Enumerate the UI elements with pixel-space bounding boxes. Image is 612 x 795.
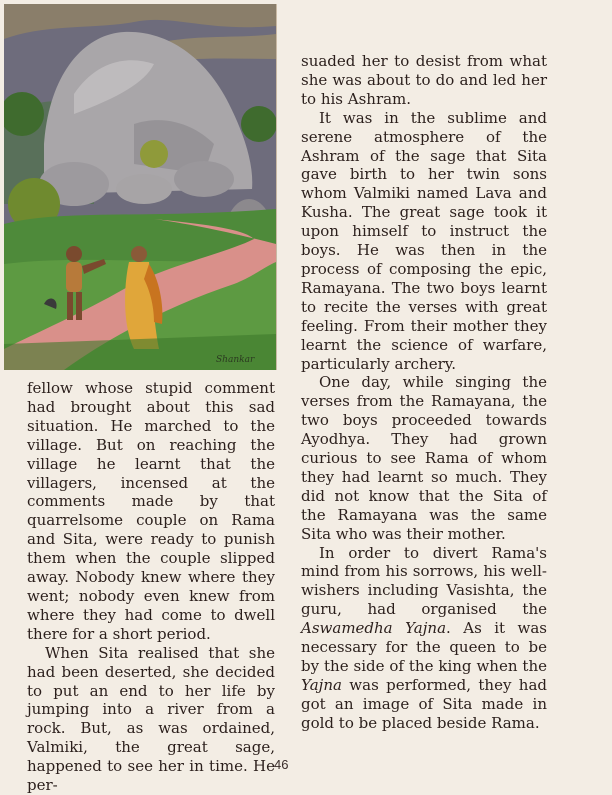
right-paragraph-1: suaded her to desist from what she was about to do and led her to his Ashram.: [301, 52, 547, 108]
right-paragraph-4-part-2: . As it was necessary for the queen to be by the side of the king when the: [301, 619, 547, 675]
page-number: 46: [274, 757, 289, 772]
right-paragraph-4-part-3: was performed, they had got an image of Sita made in gold to be placed beside Rama.: [301, 675, 547, 732]
right-paragraph-3: One day, while singing the verses from the Ramayana, the two boys proceeded towards Ayodhya. They had grown curious to see Rama of whom they had learnt so much. They did not know that the Sita of the Ramayana was the same Sita who was their mother.: [301, 373, 547, 543]
story-illustration: [4, 4, 277, 370]
left-column: [27, 379, 275, 795]
left-paragraph-2: When Sita realised that she had been deserted, she decided to put an end to her life by jumping into a river from a rock. But, as was ordained, Valmiki, the great sage, happened to see her in time. He per-: [27, 643, 275, 795]
aswamedha-yajna-term: Aswamedha Yajna: [301, 619, 447, 638]
right-paragraph-2: It was in the sublime and serene atmosphere of the Ashram of the sage that Sita gave birth to her twin sons whom Valmiki named Lava and Kusha. The great sage took it upon himself to instruct the boys. He was then in the process of composing the epic, Ramayana. The two boys learnt to recite the verses with great feeling. From their mother they learnt the science of warfare, particularly archery.: [301, 108, 547, 373]
left-paragraph-1: fellow whose stupid comment had brought about this sad situation. He marched to the village. But on reaching the village he learnt that the villagers, incensed at the comments made by that quarrelsome couple on Rama and Sita, were ready to punish them when the couple slipped away. Nobody knew where they went; nobody even knew from where they had come to dwell there for a short period.: [27, 379, 275, 643]
right-paragraph-4: [301, 544, 547, 733]
right-column: [301, 52, 547, 733]
sita-and-boatman-illustration: [4, 4, 276, 370]
right-paragraph-4-part-1: In order to divert Rama's mind from his sorrows, his well-wishers including Vasishta, the guru, had organised the: [301, 543, 547, 619]
yajna-term: Yajna: [301, 675, 342, 694]
artist-signature: Shankar: [216, 355, 255, 365]
